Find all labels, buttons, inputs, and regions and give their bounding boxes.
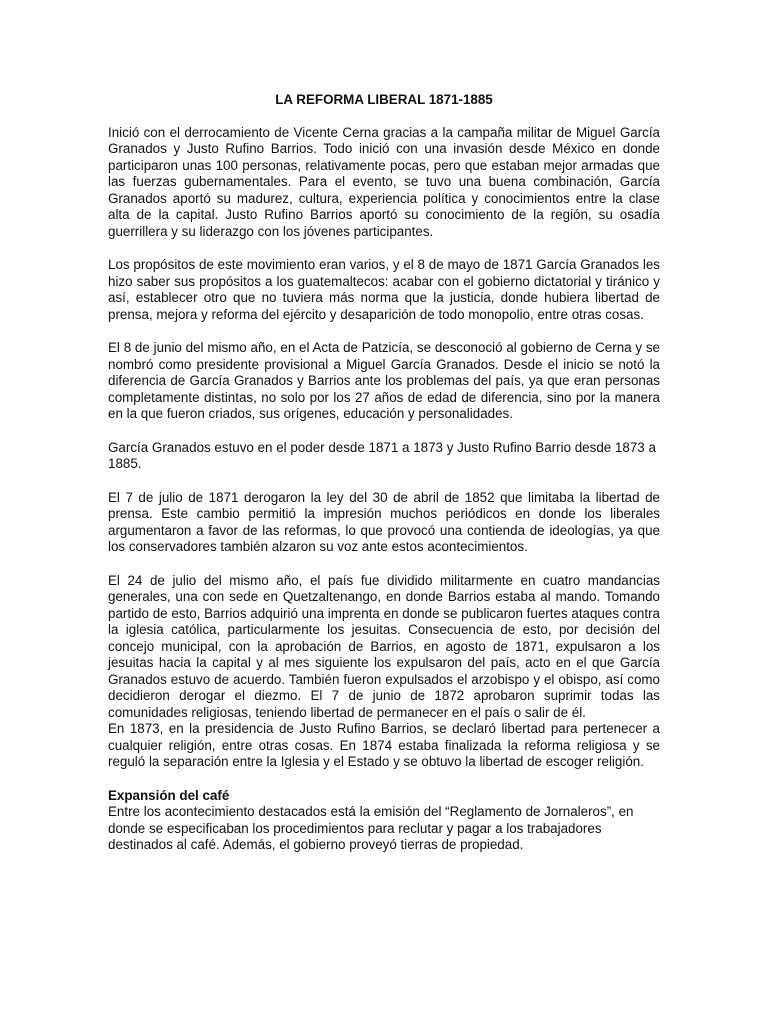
paragraph-acta-patzicia: El 8 de junio del mismo año, en el Acta de Patzicía, se desconoció al gobierno de Cerna y se nombró como presidente provisional a Miguel García Granados. Desde el inicio se notó la diferencia de García Granados y Barrios ante los problemas del país, ya que eran personas completamente distintas, no solo por los 27 años de edad de diferencia, sino por la manera en la que fueron criados, sus orígenes, educación y personalidades. <box>108 340 660 421</box>
paragraph-military-division: El 24 de julio del mismo año, el país fue dividido militarmente en cuatro mandancias generales, una con sede en Quetzaltenango, en donde Barrios estaba al mando. Tomando partido de esto, Barrios adquirió una imprenta en donde se publicaron fuertes ataques contra la iglesia católica, particularmente los jesuitas. Consecuencia de esto, por decisión del concejo municipal, con la aprobación de Barrios, en agosto de 1871, expulsaron a los jesuitas hacia la capital y al mes siguiente los expulsaron del país, acto en el que García Granados estuvo de acuerdo. También fueron expulsados el arzobispo y el obispo, así como decidieron derogar el diezmo. El 7 de junio de 1872 aprobaron suprimir todas las comunidades religiosas, teniendo libertad de permanecer en el país o salir de él. <box>108 572 660 720</box>
paragraph-coffee-expansion: Entre los acontecimiento destacados está la emisión del “Reglamento de Jornaleros”, en donde se especificaban los procedimientos para reclutar y pagar a los trabajadores destinados al café. Además, el gobierno proveyó tierras de propiedad. <box>108 804 634 852</box>
paragraph-religious-freedom: En 1873, en la presidencia de Justo Rufino Barrios, se declaró libertad para pertenecer a cualquier religión, entre otras cosas. En 1874 estaba finalizada la reforma religiosa y se reguló la separación entre la Iglesia y el Estado y se obtuvo la libertad de escoger religión. <box>108 721 660 769</box>
document-title: LA REFORMA LIBERAL 1871-1885 <box>275 92 493 107</box>
section-heading-coffee: Expansión del café <box>108 787 230 803</box>
paragraph-purposes: Los propósitos de este movimiento eran varios, y el 8 de mayo de 1871 García Granados les hizo saber sus propósitos a los guatemaltecos: acabar con el gobierno dictatorial y tiránico y así, establecer otro que no tuviera más norma que la justicia, donde hubiera libertad de prensa, mejora y reforma del ejército y desaparición de todo monopolio, entre otras cosas. <box>108 257 660 322</box>
paragraph-origin: Inició con el derrocamiento de Vicente Cerna gracias a la campaña militar de Miguel García Granados y Justo Rufino Barrios. Todo inició con una invasión desde México en donde participaron unas 100 personas, relativamente pocas, pero que estaban mejor armadas que las fuerzas gubernamentales. Para el evento, se tuvo una buena combinación, García Granados aportó su madurez, cultura, experiencia política y conocimientos entre la clase alta de la capital. Justo Rufino Barrios aportó su conocimiento de la región, su osadía guerrillera y su liderazgo con los jóvenes participantes. <box>108 124 660 239</box>
document-body <box>108 92 660 854</box>
paragraph-press-freedom: El 7 de julio de 1871 derogaron la ley del 30 de abril de 1852 que limitaba la libertad de prensa. Este cambio permitió la impresión muchos periódicos en donde los liberales argumentaron a favor de las reformas, lo que provocó una contienda de ideologías, ya que los conservadores también alzaron su voz ante estos acontecimientos. <box>108 489 660 554</box>
paragraph-terms-in-power: García Granados estuvo en el poder desde 1871 a 1873 y Justo Rufino Barrio desde 1873 a 1885. <box>108 439 656 471</box>
